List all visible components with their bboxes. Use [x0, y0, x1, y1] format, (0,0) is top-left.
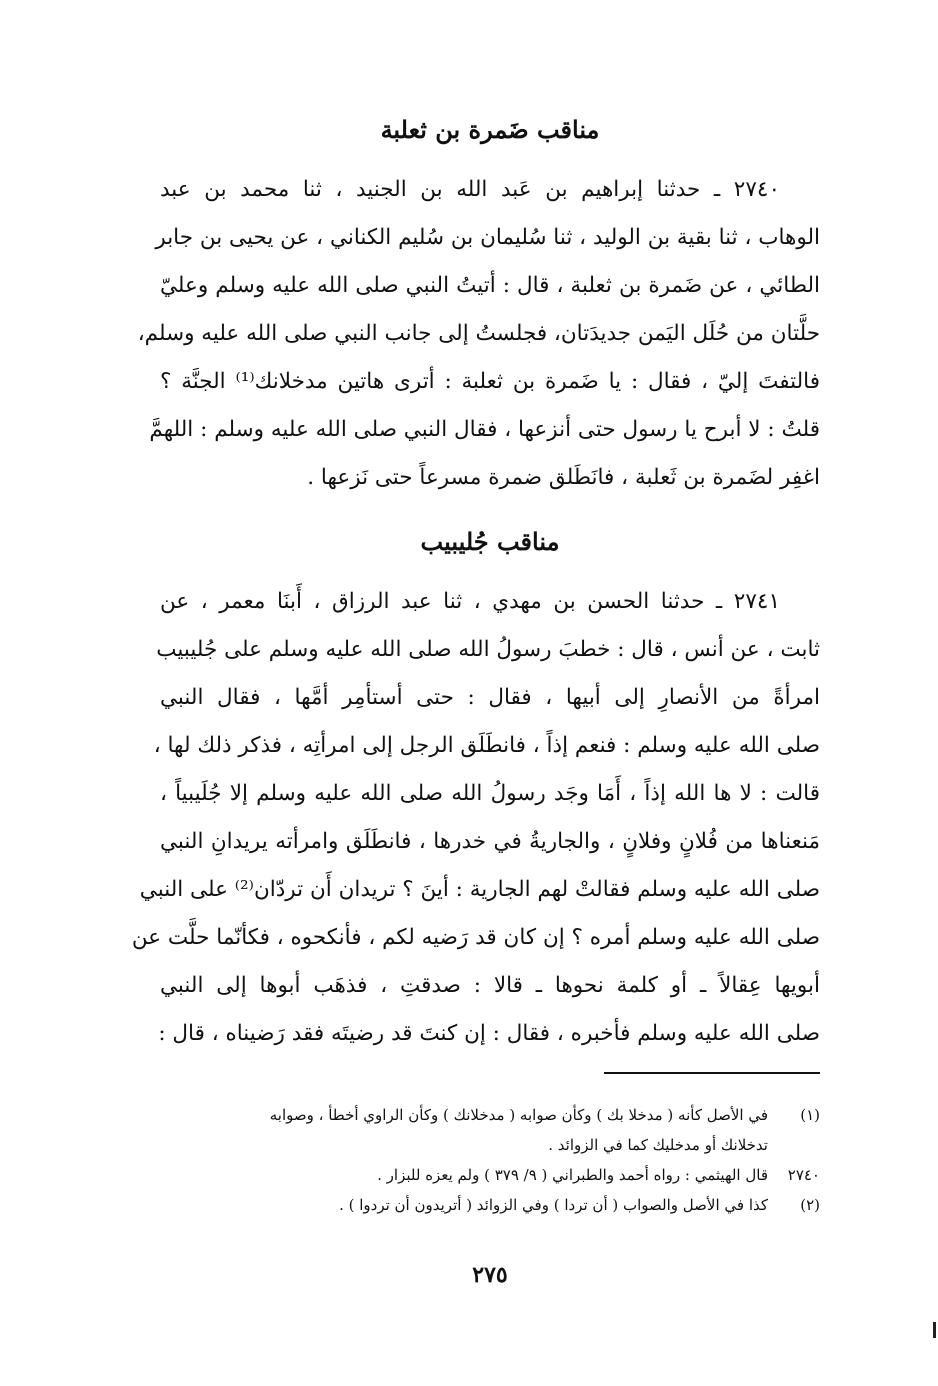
text-line: اغفِر لضَمرة بن ثَعلبة ، فانَطَلق ضمرة مسرعاً حتى نَزعها . [307, 465, 820, 490]
text-line: مَنعناها من فُلانٍ وفلانٍ ، والجاريةُ في خدرها ، فانطَلَق وامرأته يريدانِ النبي [160, 829, 820, 854]
footnotes [160, 1100, 820, 1220]
footnote-2 [160, 1190, 820, 1220]
page-number: ٢٧٥ [472, 1262, 508, 1288]
footnote-marker: (١) [800, 1106, 820, 1124]
text-line: حلَّتان من حُلَل اليَمن جديدَتان، فجلستُ إلى جانب النبي صلى الله عليه وسلم، [137, 321, 820, 346]
footnote-divider [604, 1072, 820, 1074]
text-line: صلى الله عليه وسلم : فنعم إذاً ، فانطَلَق الرجل إلى امرأتِه ، فذكر ذلك لها ، [153, 733, 820, 758]
footnote-text: كذا في الأصل والصواب ( أن تردا ) وفي الزوائد ( أتريدون أن تردوا ) . [339, 1196, 768, 1214]
text-line: امرأةً من الأنصارِ إلى أبيها ، فقال : حتى أستأمِر أمَّها ، فقال النبي [160, 685, 820, 710]
hadith-2740-text [137, 166, 820, 502]
text-line: الطائي ، عن ضَمرة بن ثعلبة ، قال : أتيتُ النبي صلى الله عليه وسلم وعليّ [160, 273, 820, 298]
section-heading-damra: مناقب ضَمرة بن ثعلبة [380, 115, 600, 144]
text-line: الوهاب ، ثنا بقية بن الوليد ، ثنا سُليمان بن سُليم الكناني ، عن يحيى بن جابر [155, 225, 820, 250]
footnote-marker: (٢) [800, 1196, 820, 1214]
footnote-marker: ٢٧٤٠ [787, 1166, 820, 1184]
text-line: أبويها عِقالاً ـ أو كلمة نحوها ـ قالا : صدقتِ ، فذهَب أبوها إلى النبي [160, 973, 820, 998]
text-line: قلتُ : لا أبرح يا رسول حتى أنزعها ، فقال النبي صلى الله عليه وسلم : اللهمَّ [149, 417, 820, 442]
hadith-2741-text [131, 578, 820, 1058]
footnote-1 [160, 1100, 820, 1130]
text-line: ثابت ، عن أنس ، قال : خطبَ رسولُ الله صلى الله عليه وسلم على جُليبيب [156, 637, 820, 662]
text-line: صلى الله عليه وسلم فأخبره ، فقال : إن كنتَ قد رضيتَه فقد رَضيناه ، قال : [158, 1021, 820, 1046]
text-line: صلى الله عليه وسلم أمره ؟ إن كان قد رَضيه لكم ، فأنكحوه ، فكأنّما حلَّت عن [131, 925, 820, 950]
footnote-text: في الأصل كأنه ( مدخلا بك ) وكأن صوابه ( مدخلانك ) وكأن الراوي أخطأ ، وصوابه [269, 1106, 768, 1124]
text-line: ٢٧٤٠ ـ حدثنا إبراهيم بن عَبد الله بن الجنيد ، ثنا محمد بن عبد [160, 177, 780, 202]
footnote-continuation: تدخلانك أو مدخليك كما في الزوائد . [548, 1136, 768, 1154]
section-heading-julaybib: مناقب جُليبيب [420, 527, 560, 556]
text-line: صلى الله عليه وسلم فقالتْ لهم الجارية : أينَ ؟ تريدان أَن تردّان⁽²⁾ على النبي [139, 877, 820, 902]
text-line: قالت : لا ها الله إذاً ، أَمَا وجَد رسولُ الله صلى الله عليه وسلم إلا جُلَيبياً ، [160, 781, 820, 806]
footnote-2740 [160, 1160, 820, 1190]
text-line: ٢٧٤١ ـ حدثنا الحسن بن مهدي ، ثنا عبد الرزاق ، أَبنَا معمر ، عن [160, 589, 780, 614]
footnote-text: قال الهيثمي : رواه أحمد والطبراني ( ٩/ ٣٧٩ ) ولم يعزه للبزار . [377, 1166, 768, 1184]
scan-edge-mark [933, 1322, 936, 1338]
text-line: فالتفتَ إليّ ، فقال : يا ضَمرة بن ثعلبة : أترى هاتين مدخلانك⁽¹⁾ الجنَّة ؟ [160, 369, 820, 394]
